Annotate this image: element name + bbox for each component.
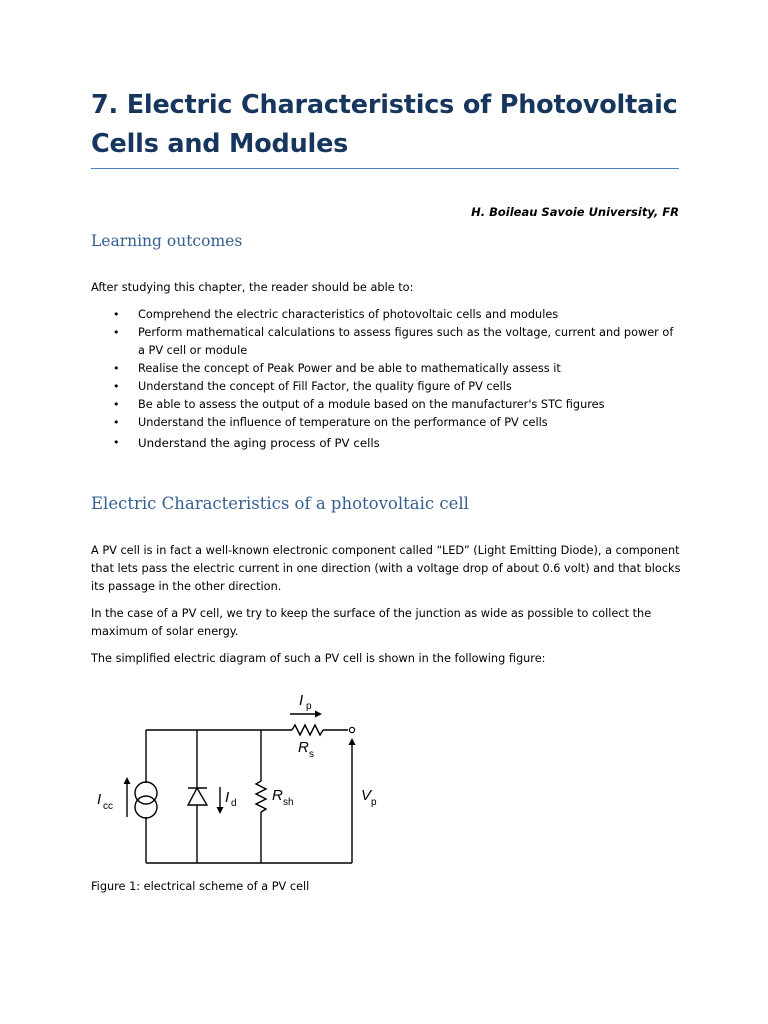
id-arrow-head — [217, 807, 224, 814]
list-item — [91, 378, 681, 396]
series-resistor — [292, 725, 323, 735]
chapter-title: 7. Electric Characteristics of Photovoltaic Cells and Modules — [91, 90, 678, 159]
rs-subscript: s — [309, 749, 314, 760]
paragraph-led: A PV cell is in fact a well-known electronic component called “LED” (Light Emitting Diode), a component that lets pass the electric current in one direction (with a voltage drop of about 0.6 volt) and that blocks its passage in the other direction. — [91, 544, 681, 593]
learning-outcomes-heading: Learning outcomes — [91, 232, 243, 250]
list-item — [91, 324, 681, 360]
list-item-text: Realise the concept of Peak Power and be able to mathematically assess it — [138, 362, 561, 375]
list-item-text: Understand the concept of Fill Factor, the quality figure of PV cells — [138, 380, 512, 393]
icc-subscript: cc — [103, 801, 113, 812]
rsh-label: R — [272, 787, 283, 804]
bullet-icon: • — [113, 398, 120, 411]
bullet-icon: • — [113, 380, 120, 393]
list-item-text: Understand the aging process of PV cells — [138, 436, 380, 450]
rs-label: R — [298, 739, 309, 756]
list-item-text: Comprehend the electric characteristics of photovoltaic cells and modules — [138, 308, 559, 321]
title-divider — [91, 168, 679, 169]
list-item — [91, 434, 681, 452]
id-label: I — [225, 789, 230, 806]
list-item-text: Be able to assess the output of a module based on the manufacturer's STC figures — [138, 398, 605, 411]
document-page — [91, 0, 679, 1024]
list-item — [91, 396, 681, 414]
vp-label: V — [361, 787, 372, 804]
current-source-circle-bottom — [135, 796, 157, 818]
electric-characteristics-heading: Electric Characteristics of a photovoltaic cell — [91, 494, 469, 513]
paragraph-diagram-intro: The simplified electric diagram of such a PV cell is shown in the following figure: — [91, 652, 546, 665]
id-subscript: d — [231, 798, 237, 809]
pv-cell-circuit-diagram — [90, 680, 380, 870]
output-terminal-top — [349, 727, 354, 732]
list-item-text: Understand the influence of temperature on the performance of PV cells — [138, 416, 548, 429]
list-item — [91, 414, 681, 432]
ip-arrow-head — [315, 711, 322, 718]
bullet-icon: • — [113, 436, 120, 449]
paragraph-junction: In the case of a PV cell, we try to keep the surface of the junction as wide as possible to collect the maximum of solar energy. — [91, 607, 652, 638]
current-source-circle-top — [135, 782, 157, 804]
vp-arrow-head — [349, 738, 356, 745]
bullet-icon: • — [113, 308, 120, 321]
ip-label: I — [299, 692, 304, 709]
icc-label: I — [97, 791, 102, 808]
vp-subscript: p — [371, 797, 377, 808]
ip-subscript: p — [306, 701, 312, 712]
rsh-subscript: sh — [283, 797, 294, 808]
figure-caption: Figure 1: electrical scheme of a PV cell — [91, 880, 310, 893]
icc-arrow-head — [124, 777, 131, 784]
author-line: H. Boileau Savoie University, FR — [471, 205, 679, 219]
learning-outcomes-intro: After studying this chapter, the reader should be able to: — [91, 281, 414, 294]
learning-outcomes-list — [91, 306, 681, 452]
list-item-text: Perform mathematical calculations to assess figures such as the voltage, current and power of a PV cell or module — [138, 326, 674, 357]
bullet-icon: • — [113, 326, 120, 339]
list-item — [91, 306, 681, 324]
shunt-resistor — [256, 781, 266, 812]
diode-triangle — [188, 788, 207, 805]
bullet-icon: • — [113, 416, 120, 429]
list-item — [91, 360, 681, 378]
bullet-icon: • — [113, 362, 120, 375]
